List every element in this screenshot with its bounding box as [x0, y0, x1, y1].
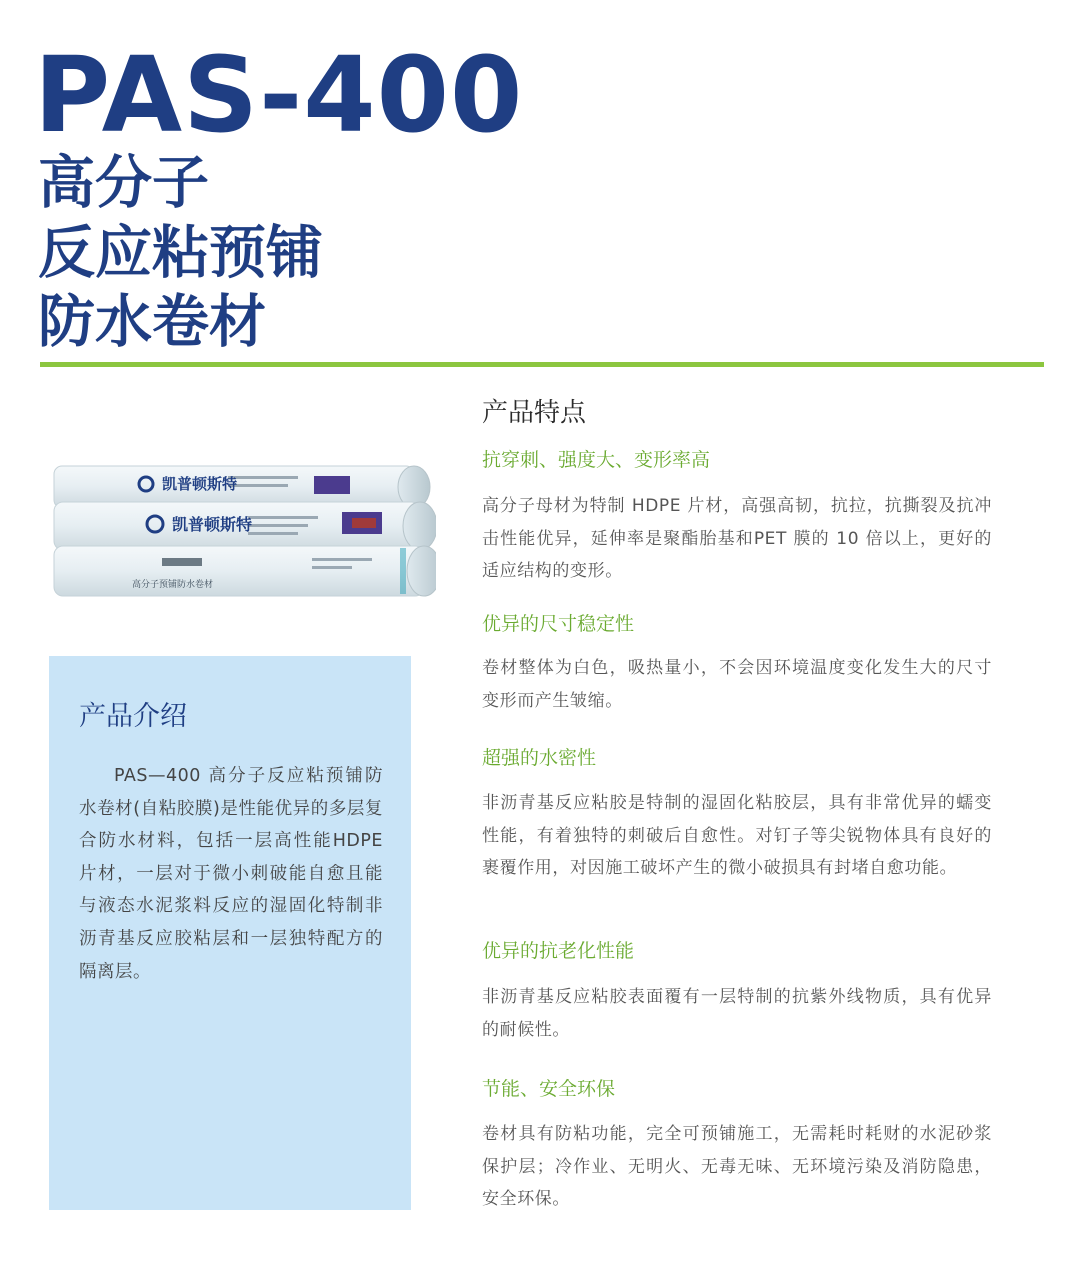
product-model: PAS-400: [34, 34, 524, 156]
feature-text-3: 非沥青基反应粘胶是特制的湿固化粘胶层，具有非常优异的蠕变性能，有着独特的刺破后自愈性。对钉子等尖锐物体具有良好的裹覆作用，对因施工破坏产生的微小破损具有封堵自愈功能。: [482, 793, 992, 878]
features-heading: 产品特点: [482, 398, 587, 428]
title-line-2: 反应粘预铺: [38, 220, 323, 286]
feature-title-5: 节能、安全环保: [482, 1078, 616, 1100]
title-line-3: 防水卷材: [38, 289, 266, 355]
green-divider: [40, 362, 1044, 367]
feature-text-2: 卷材整体为白色，吸热量小，不会因环境温度变化发生大的尺寸变形而产生皱缩。: [482, 658, 992, 711]
feature-title-4: 优异的抗老化性能: [482, 940, 635, 962]
feature-text-1: 高分子母材为特制 HDPE 片材，高强高韧，抗拉，抗撕裂及抗冲击性能优异，延伸率是聚酯胎基和PET 膜的 10 倍以上，更好的适应结构的变形。: [482, 496, 992, 581]
intro-heading: 产品介绍: [79, 701, 187, 732]
product-brand-label-2: 凯普顿斯特: [172, 515, 253, 534]
feature-title-3: 超强的水密性: [482, 747, 597, 769]
feature-text-5: 卷材具有防粘功能，完全可预铺施工，无需耗时耗财的水泥砂浆保护层；冷作业、无明火、无毒无味、无环境污染及消防隐患，安全环保。: [482, 1124, 992, 1209]
feature-title-1: 抗穿刺、强度大、变形率高: [482, 449, 711, 471]
title-line-1: 高分子: [38, 150, 209, 216]
feature-text-4: 非沥青基反应粘胶表面覆有一层特制的抗紫外线物质，具有优异的耐候性。: [482, 987, 992, 1040]
intro-body: PAS—400 高分子反应粘预铺防水卷材(自粘胶膜)是性能优异的多层复合防水材料，包括一层高性能HDPE 片材，一层对于微小刺破能自愈且能与液态水泥浆料反应的湿固化特制非沥青基反应胶粘层和一层独特配方的隔离层。: [79, 766, 383, 982]
feature-title-2: 优异的尺寸稳定性: [482, 613, 635, 635]
product-roll-label: 高分子预铺防水卷材: [132, 580, 214, 590]
product-brand-label: 凯普顿斯特: [162, 475, 238, 493]
